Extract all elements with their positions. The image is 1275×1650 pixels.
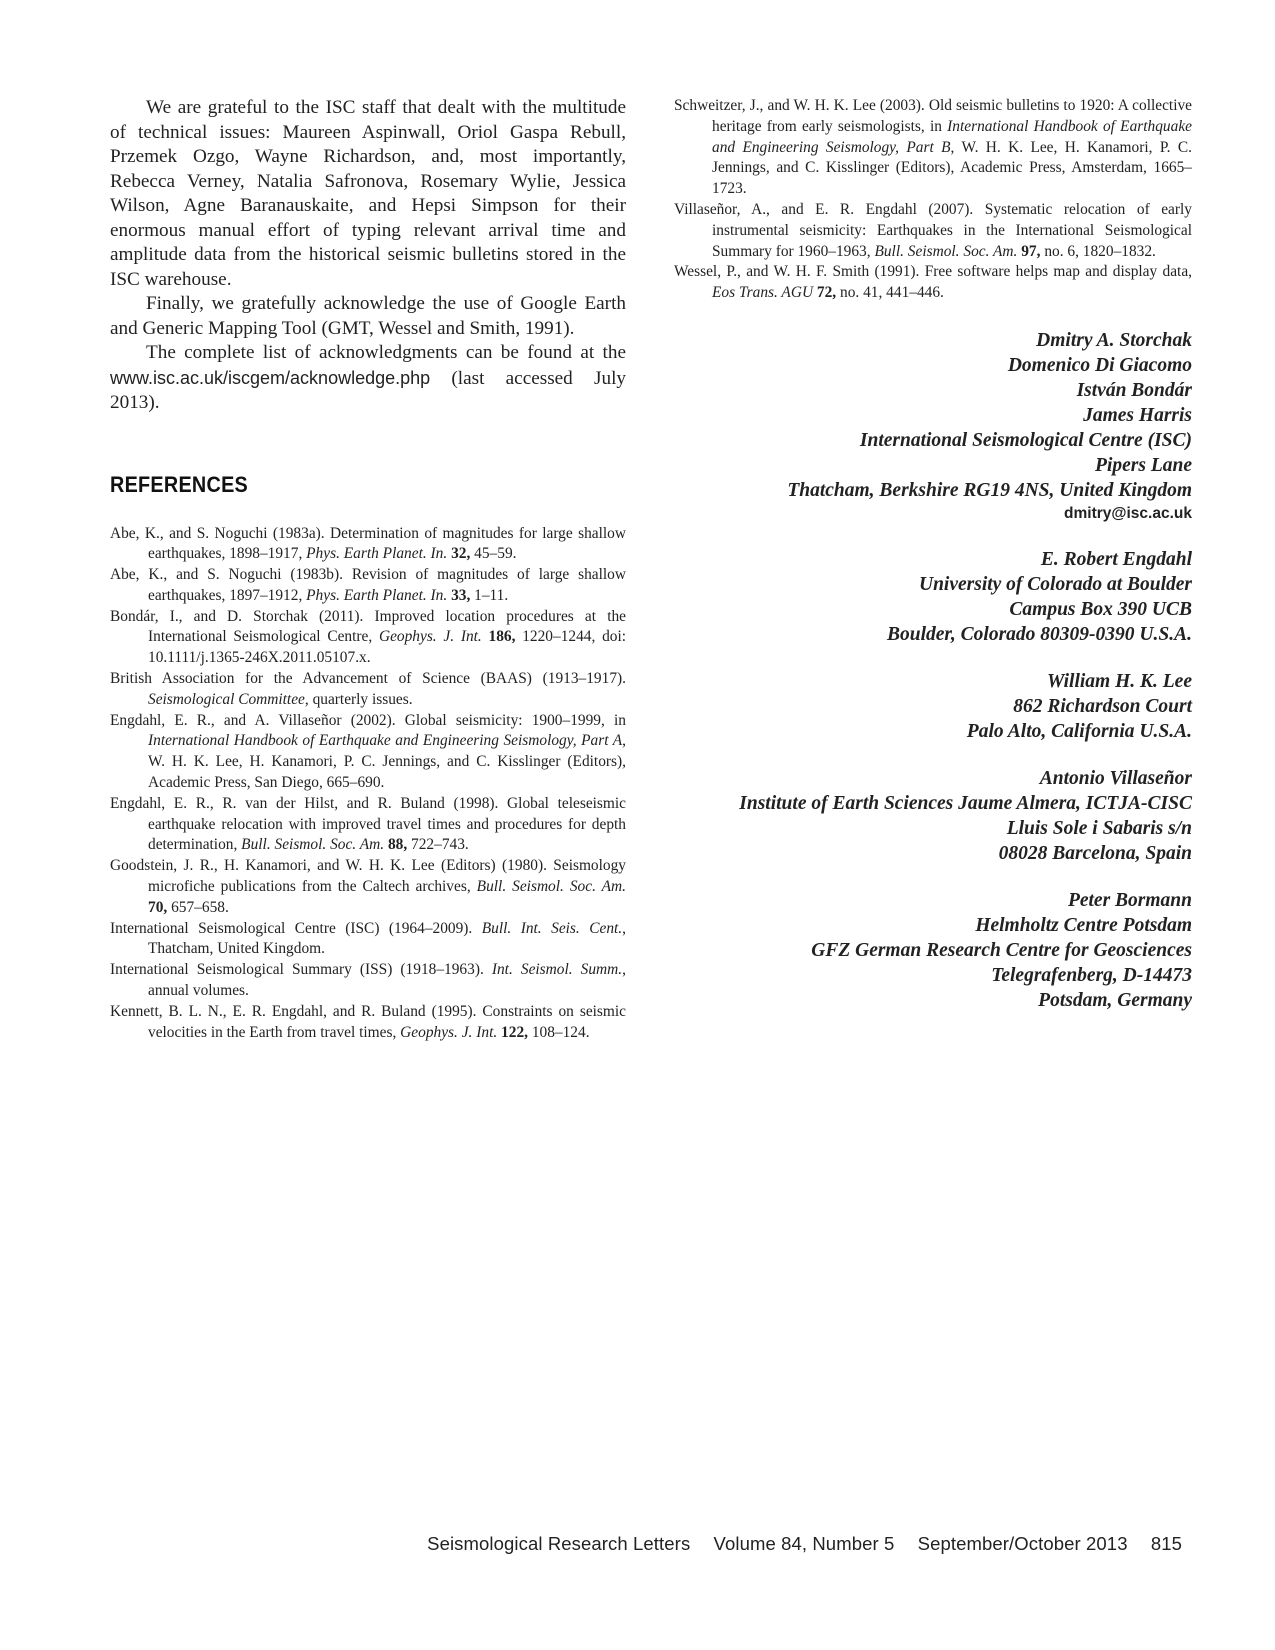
author-line: Lluis Sole i Sabaris s/n (1006, 817, 1192, 839)
author-line: Helmholtz Centre Potsdam (975, 914, 1192, 936)
author-line: Thatcham, Berkshire RG19 4NS, United Kingdom (787, 479, 1192, 501)
author-line: Campus Box 390 UCB (1009, 598, 1192, 620)
author-line: William H. K. Lee (1047, 670, 1192, 692)
reference-item: British Association for the Advancement of Science (BAAS) (1913–1917). Seismological Committee, quarterly issues. (110, 670, 626, 708)
author-line: E. Robert Engdahl (1040, 548, 1192, 570)
author-line: Domenico Di Giacomo (1007, 354, 1192, 376)
acknowledgment-paragraph-1: We are grateful to the ISC staff that dealt with the multitude of technical issues: Maureen Aspinwall, Oriol Gaspa Rebull, Przemek Ozgo, Wayne Richardson, and, most importantly, Rebecca Verney, Natalia Safronova, Rosemary Wylie, Jessica Wilson, Agne Baranauskaite, and Hepsi Simpson for their enormous manual effort of typing relevant arrival time and amplitude data from the historical seismic bulletins stored in the ISC warehouse. (110, 97, 626, 290)
footer-page-number: 815 (1150, 1533, 1182, 1554)
page-footer (427, 1533, 1182, 1555)
reference-item: Wessel, P., and W. H. F. Smith (1991). Free software helps map and display data, Eos Trans. AGU 72, no. 41, 441–446. (674, 263, 1192, 302)
acknowledgment-paragraph-3 (110, 341, 626, 416)
reference-item: Kennett, B. L. N., E. R. Engdahl, and R. Buland (1995). Constraints on seismic velocities in the Earth from travel times, Geophys. J. Int. 122, 108–124. (110, 1002, 626, 1041)
acknowledgment-paragraph-2: Finally, we gratefully acknowledge the use of Google Earth and Generic Mapping Tool (GMT, Wessel and Smith, 1991). (110, 293, 626, 339)
footer-date: September/October 2013 (917, 1533, 1128, 1554)
author-line: Dmitry A. Storchak (1036, 329, 1192, 351)
references-list-left (110, 524, 626, 1044)
reference-item: Villaseñor, A., and E. R. Engdahl (2007). Systematic relocation of early instrumental seismicity: Earthquakes in the International Seismological Summary for 1960–1963, Bull. Seismol. Soc. Am. 97, no. 6, 1820–1832. (674, 200, 1192, 260)
author-block-engdahl (674, 547, 1192, 647)
reference-item: Engdahl, E. R., and A. Villaseñor (2002). Global seismicity: 1900–1999, in International Handbook of Earthquake and Engineering Seismology, Part A, W. H. K. Lee, H. Kanamori, P. C. Jennings, and C. Kisslinger (Editors), Academic Press, San Diego, 665–690. (110, 711, 626, 792)
author-line: Potsdam, Germany (1038, 989, 1192, 1011)
paragraph-3-start: The complete list of acknowledgments can be found at the (146, 342, 626, 363)
author-email[interactable]: dmitry@isc.ac.uk (1064, 504, 1192, 522)
reference-item: Abe, K., and S. Noguchi (1983a). Determination of magnitudes for large shallow earthquakes, 1898–1917, Phys. Earth Planet. In. 32, 45–59. (110, 524, 626, 563)
reference-item: Goodstein, J. R., H. Kanamori, and W. H. K. Lee (Editors) (1980). Seismology microfiche publications from the Caltech archives, Bull. Seismol. Soc. Am. 70, 657–658. (110, 857, 627, 916)
author-block-villasenor (674, 766, 1192, 866)
author-line: 08028 Barcelona, Spain (998, 842, 1192, 864)
author-line: GFZ German Research Centre for Geosciences (811, 939, 1192, 961)
reference-item: Schweitzer, J., and W. H. K. Lee (2003). Old seismic bulletins to 1920: A collective heritage from early seismologists, in International Handbook of Earthquake and Engineering Seismology, Part B, W. H. K. Lee, H. Kanamori, P. C. Jennings, and C. Kisslinger (Editors), Academic Press, Amsterdam, 1665–1723. (674, 97, 1193, 198)
author-line: István Bondár (1076, 379, 1192, 401)
footer-volume: Volume 84, Number 5 (713, 1533, 895, 1554)
author-block-storchak (674, 328, 1192, 525)
author-line: 862 Richardson Court (1013, 695, 1192, 717)
author-line: Institute of Earth Sciences Jaume Almera, ICTJA-CISC (739, 792, 1192, 814)
reference-item: Bondár, I., and D. Storchak (2011). Improved location procedures at the International Seismological Centre, Geophys. J. Int. 186, 1220–1244, doi: 10.1111/j.1365-246X.2011.05107.x. (110, 607, 627, 667)
reference-item: International Seismological Centre (ISC) (1964–2009). Bull. Int. Seis. Cent., Thatcham, United Kingdom. (110, 919, 626, 958)
left-column (110, 96, 626, 1043)
footer-journal: Seismological Research Letters (427, 1533, 691, 1554)
author-line: Boulder, Colorado 80309-0390 U.S.A. (886, 623, 1192, 645)
references-heading: REFERENCES (110, 471, 249, 497)
author-line: Telegrafenberg, D-14473 (991, 964, 1192, 986)
references-list-right (674, 96, 1192, 304)
author-line: Antonio Villaseñor (1039, 767, 1192, 789)
right-column (674, 96, 1192, 1035)
author-line: University of Colorado at Boulder (918, 573, 1192, 595)
reference-item: Engdahl, E. R., R. van der Hilst, and R. Buland (1998). Global teleseismic earthquake relocation with improved travel times and procedures for depth determination, Bull. Seismol. Soc. Am. 88, 722–743. (110, 794, 626, 854)
paragraph-3-end: (last accessed July 2013). (110, 367, 626, 413)
acknowledgment-url[interactable]: www.isc.ac.uk/iscgem/acknowledge.php (110, 367, 431, 388)
author-affiliations (674, 328, 1192, 1013)
author-block-bormann (674, 888, 1192, 1013)
reference-item: International Seismological Summary (ISS) (1918–1963). Int. Seismol. Summ., annual volumes. (110, 961, 626, 1000)
author-line: James Harris (1083, 404, 1192, 426)
author-line: International Seismological Centre (ISC) (859, 429, 1192, 451)
author-line: Peter Bormann (1067, 889, 1192, 911)
reference-item: Abe, K., and S. Noguchi (1983b). Revision of magnitudes of large shallow earthquakes, 1897–1912, Phys. Earth Planet. In. 33, 1–11. (110, 566, 626, 604)
author-line: Palo Alto, California U.S.A. (966, 720, 1192, 742)
author-line: Pipers Lane (1095, 454, 1192, 476)
author-block-lee (674, 669, 1192, 744)
